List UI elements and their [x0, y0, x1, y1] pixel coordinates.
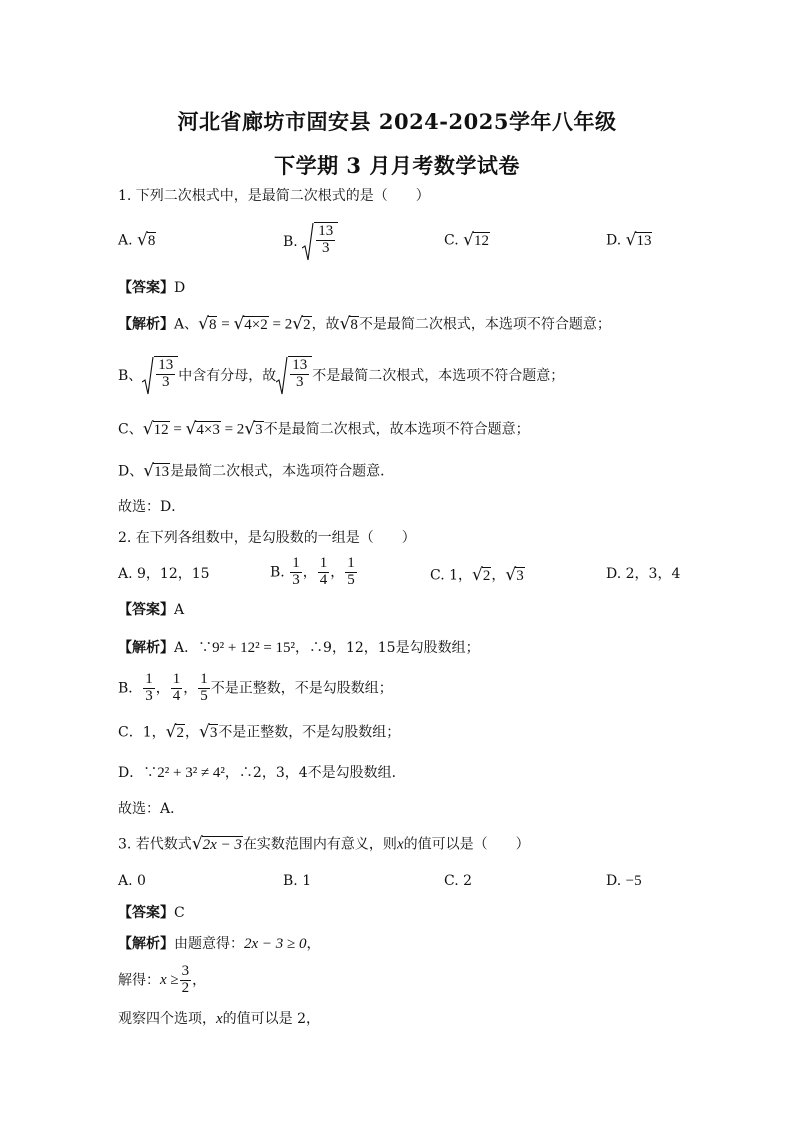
- q1-choice: 故选：D．: [118, 499, 186, 515]
- q1-option-a: A. √8: [118, 230, 156, 250]
- q2-stem: 2. 在下列各组数中，是勾股数的一组是（ ）: [118, 530, 416, 546]
- q2-analysis-b: B． $\frac{1}{3}$ ， $\frac{1}{4}$ ， $\frac{1}{5}$ 不是正整数，不是勾股数组；: [118, 671, 393, 704]
- q1-stem: 1. 下列二次根式中，是最简二次根式的是（ ）: [118, 188, 430, 204]
- q2-analysis-a: 【解析】A．∵9² + 12² = 15²，∴9，12，15是勾股数组；: [118, 640, 480, 656]
- q1-option-b: B. $\frac{13}{3}$: [283, 222, 338, 262]
- q1-option-c: C. √12: [444, 230, 489, 250]
- q2-analysis-d: D．∵2² + 3² ≠ 4²，∴2，3，4不是勾股数组．: [118, 765, 406, 781]
- q1-analysis-c: C、√12 = √4×3 = 2√3不是最简二次根式，故本选项不符合题意；: [118, 419, 530, 439]
- q2-option-d: D. 2，3，4: [606, 566, 681, 582]
- q2-analysis-c: C．1，√2，√3不是正整数，不是勾股数组；: [118, 722, 401, 742]
- q2-option-a: A. 9，12，15: [118, 566, 210, 582]
- exam-title-line2: 下学期 3 月月考数学试卷: [274, 153, 520, 178]
- q1-analysis-b: B、 $\frac{13}{3}$ 中含有分母，故 $\frac{13}{3}$ 不是最简二次根式，本选项不符合题意；: [118, 356, 564, 396]
- q2-option-b: B. $\frac{1}{3}$ ， $\frac{1}{4}$ ， $\frac{1}{5}$: [270, 555, 355, 588]
- q3-option-a: A. 0: [118, 873, 146, 889]
- q3-option-c: C. 2: [444, 873, 473, 889]
- q1-answer: 【答案】D: [118, 280, 186, 296]
- q1-analysis-d: D、√13是最简二次根式，本选项符合题意．: [118, 461, 395, 481]
- q3-analysis: 【解析】由题意得：2x − 3 ≥ 0，: [118, 936, 321, 952]
- q3-observe: 观察四个选项，x的值可以是 2，: [118, 1011, 321, 1027]
- q2-answer: 【答案】A: [118, 602, 185, 618]
- q1-option-d: D. √13: [606, 230, 652, 250]
- radical-fraction: $\frac{13}{3}$: [302, 222, 338, 262]
- q2-choice: 故选：A．: [118, 801, 185, 817]
- q3-option-d: D. −5: [606, 873, 642, 889]
- q3-stem: 3. 若代数式√2x − 3在实数范围内有意义，则x的值可以是（ ）: [118, 834, 530, 854]
- q1-analysis-a: 【解析】A、√8 = √4×2 = 2√2，故√8不是最简二次根式，本选项不符合题意；: [118, 314, 611, 334]
- q3-solve: 解得：x ≥ $\frac{3}{2}$ ，: [118, 963, 207, 996]
- q3-answer: 【答案】C: [118, 905, 185, 921]
- radical: √8: [137, 230, 156, 250]
- exam-title-line1: 河北省廊坊市固安县 2024-2025学年八年级: [177, 109, 617, 134]
- q2-option-c: C. 1，√2，√3: [430, 565, 524, 585]
- q3-option-b: B. 1: [283, 873, 312, 889]
